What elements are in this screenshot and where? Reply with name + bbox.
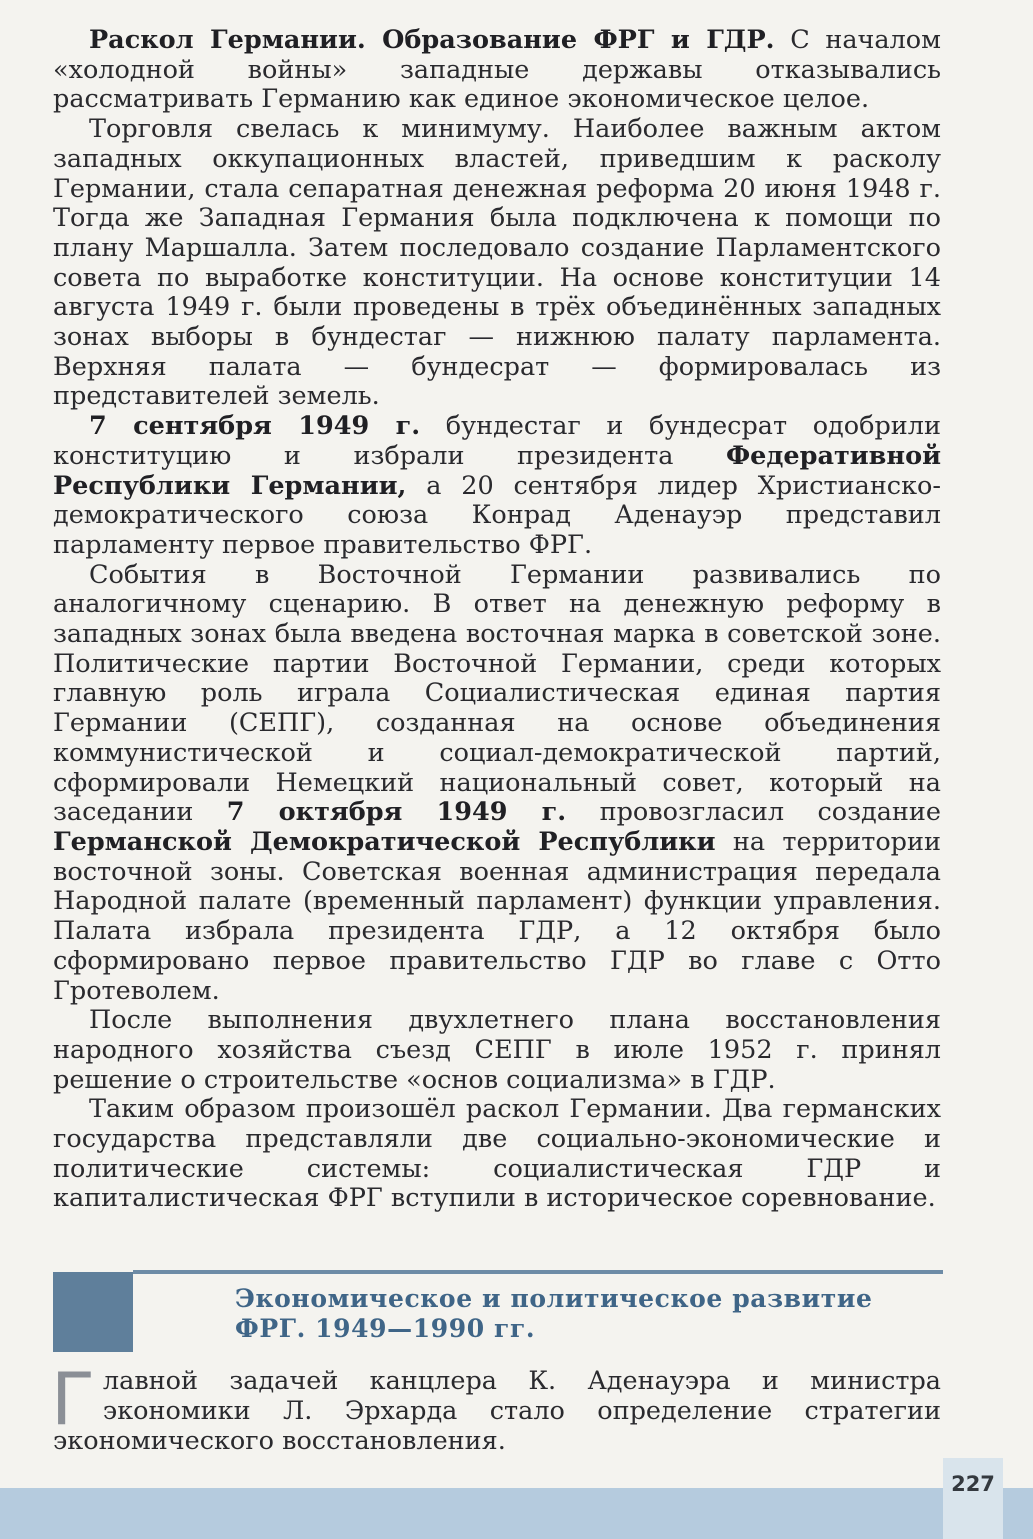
paragraph-3: 7 сентября 1949 г. бундестаг и бундесрат одобрили конституцию и избрали президента Федеративной Республики Германии, а 20 сентября лидер Христианско-демократического союза Конрад Аденауэр представил парламенту первое правительство ФРГ. xyxy=(53,411,941,560)
section-heading-inline: Раскол Германии. Образование ФРГ и ГДР. xyxy=(89,25,775,55)
page-number: 227 xyxy=(951,1472,995,1496)
drop-cap: Г xyxy=(51,1357,95,1441)
paragraph-4: События в Восточной Германии развивались по аналогичному сценарию. В ответ на денежную реформу в западных зонах была введена восточная марка в советской зоне. Политические партии Восточной Германии, среди которых главную роль играла Социалистическая единая партия Германии (СЕПГ), созданная на основе объединения коммунистической и социал-демократической партий, сформировали Немецкий национальный совет, который на заседании 7 октября 1949 г. провозгласил создание Германской Демократической Республики на территории восточной зоны. Советская военная администрация передала Народной палате (временный парламент) функции управления. Палата избрала президента ГДР, а 12 октября было сформировано первое правительство ГДР во главе с Отто Гротеволем. xyxy=(53,559,942,1006)
intro-paragraph: лавной задачей канцлера К. Аденауэра и министра экономики Л. Эрхарда стало определение стратегии экономического восстановления. xyxy=(53,1366,941,1456)
paragraph-6: Таким образом произошёл раскол Германии. Два германских государства представляли две социально-экономические и политические системы: социалистическая ГДР и капиталистическая ФРГ вступили в историческое соревнование. xyxy=(53,1094,941,1214)
section-header xyxy=(53,1270,943,1352)
paragraph-1: Раскол Германии. Образование ФРГ и ГДР. С началом «холодной войны» западные державы отказывались рассматривать Германию как единое экономическое целое. xyxy=(53,25,941,115)
paragraph-5: После выполнения двухлетнего плана восстановления народного хозяйства съезд СЕПГ в июле 1952 г. принял решение о строительстве «основ социализма» в ГДР. xyxy=(53,1005,941,1095)
section-intro xyxy=(51,1357,941,1456)
page-number-tab xyxy=(943,1458,1003,1539)
main-text xyxy=(53,26,941,1214)
paragraph-2: Торговля свелась к минимуму. Наиболее важным актом западных оккупационных властей, приведшим к расколу Германии, стала сепаратная денежная реформа 20 июня 1948 г. Тогда же Западная Германия была подключена к помощи по плану Маршалла. Затем последовало создание Парламентского совета по выработке конституции. На основе конституции 14 августа 1949 г. были проведены в трёх объединённых западных зонах выборы в бундестаг — нижнюю палату парламента. Верхняя палата — бундесрат — формировалась из представителей земель. xyxy=(53,114,941,412)
section-title: Экономическое и политическое развитие ФРГ. 1949—1990 гг. xyxy=(235,1284,873,1343)
section-marker xyxy=(53,1272,133,1352)
section-rule xyxy=(133,1270,943,1274)
footer-band xyxy=(0,1488,1033,1539)
